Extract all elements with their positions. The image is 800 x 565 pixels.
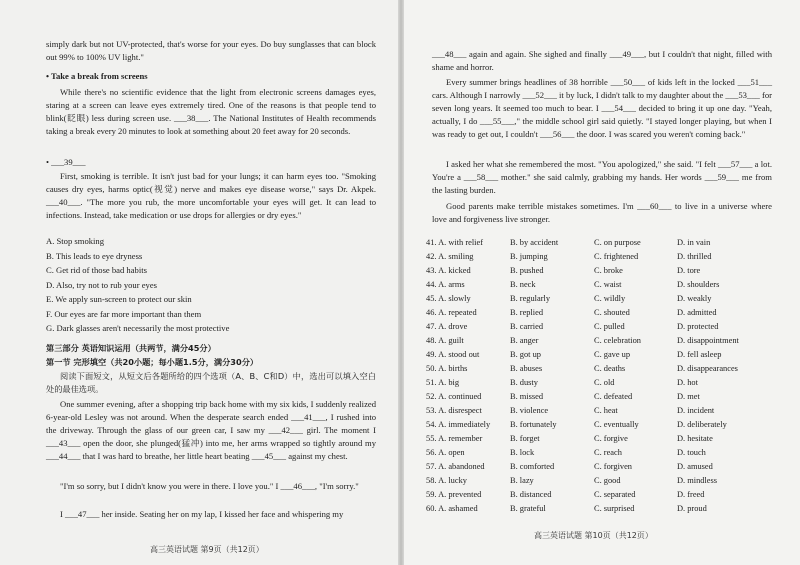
left-page	[0, 0, 398, 565]
option-item: A. Stop smoking	[46, 236, 105, 246]
question-row	[426, 420, 757, 434]
answer-option: B. missed	[510, 392, 544, 401]
answer-option: B. regularly	[510, 294, 551, 303]
question-row	[426, 476, 757, 490]
answer-option: B. fortunately	[510, 420, 557, 429]
right-page	[404, 0, 800, 565]
answer-option: B. lock	[510, 448, 535, 457]
option-item: B. This leads to eye dryness	[46, 250, 143, 261]
answer-option: 41. A. with relief	[426, 238, 483, 247]
cloze-paragraph: I ___47___ her inside. Seating her on my lap, I kissed her face and whispering my	[60, 509, 344, 519]
answer-option: 56. A. open	[426, 448, 465, 457]
answer-option: C. pulled	[594, 322, 625, 331]
answer-option: C. separated	[594, 490, 636, 499]
question-row	[426, 462, 757, 476]
answer-option: D. touch	[677, 448, 706, 457]
answer-option: D. tore	[677, 266, 701, 275]
section-heading: • Take a break from screens	[46, 71, 148, 81]
question-row	[426, 448, 757, 462]
answer-option: B. lazy	[510, 476, 534, 485]
cloze-paragraph: Every summer brings headlines of 38 horrible ___50___ of kids left in the locked ___51___ cars. Although I narrowly ___52___ it by luck, I didn't talk to my daughter about the ___53___ for seven long years. It seemed too much to bear. I ___54___ decided to bring it up one day. "Yeah, actually, I do ___55___," the middle school girl said quietly. "I stayed longer playing, but when I was ready to get out, I couldn't ___56___ the door. I was scared you weren't coming back."	[432, 77, 772, 139]
answer-option: 47. A. drove	[426, 322, 468, 331]
cloze-paragraph: Good parents make terrible mistakes sometimes. I'm ___60___ to live in a universe where love and forgiveness live stronger.	[432, 201, 772, 224]
answer-option: B. dusty	[510, 378, 538, 387]
answer-option: B. distanced	[510, 490, 552, 499]
answer-option: B. carried	[510, 322, 544, 331]
answer-option: C. shouted	[594, 308, 630, 317]
question-row	[426, 308, 757, 322]
answer-option: D. disappearances	[677, 364, 738, 373]
cloze-paragraph: ___48___ again and again. She sighed and finally ___49___, but I couldn't that night, filled with shame and horror.	[432, 49, 772, 72]
option-item: G. Dark glasses aren't necessarily the most protective	[46, 323, 230, 333]
question-row	[426, 294, 757, 308]
answer-option: C. defeated	[594, 392, 633, 401]
answer-option: B. grateful	[510, 504, 546, 513]
answer-option: B. neck	[510, 280, 536, 289]
answer-option: C. waist	[594, 280, 622, 289]
answer-option: D. deliberately	[677, 420, 727, 429]
answer-option: 55. A. remember	[426, 434, 483, 443]
question-row	[426, 336, 757, 350]
answer-option: D. thrilled	[677, 252, 712, 261]
answer-option: 59. A. prevented	[426, 490, 482, 499]
answer-option: D. amused	[677, 462, 713, 471]
answer-option: 50. A. births	[426, 364, 468, 373]
answer-option: 60. A. ashamed	[426, 504, 478, 513]
answer-option: D. hot	[677, 378, 698, 387]
answer-option: 43. A. kicked	[426, 266, 471, 275]
answer-option: D. protected	[677, 322, 719, 331]
question-row	[426, 350, 757, 364]
seven-choice-options	[46, 236, 376, 338]
answer-option: C. celebration	[594, 336, 641, 345]
answer-option: B. pushed	[510, 266, 544, 275]
cloze-paragraph: One summer evening, after a shopping trip back home with my six kids, I suddenly realized 6-year-old Lesley was not around. When the desperate search ended ___41___, I rushed into the driveway. Through the glass of our green car, I saw my ___42___ girl. The moment I ___43___ open the door, she plunged(猛冲) into me, her arms wrapped so tightly around my ___44___ that I was hard to breathe, her little heart beating ___45___ against my chest.	[46, 399, 376, 461]
answer-option: D. hesitate	[677, 434, 713, 443]
answer-option: D. mindless	[677, 476, 718, 485]
answer-option: 57. A. abandoned	[426, 462, 485, 471]
option-item: F. Our eyes are far more important than them	[46, 308, 202, 319]
answer-option: B. forget	[510, 434, 540, 443]
passage-paragraph: simply dark but not UV-protected, that's worse for your eyes. Do buy sunglasses that can block out 99% to 100% UV light."	[46, 39, 376, 62]
answer-option: 46. A. repeated	[426, 308, 477, 317]
answer-option: 48. A. guilt	[426, 336, 464, 345]
question-row	[426, 406, 757, 420]
answer-option: 52. A. continued	[426, 392, 482, 401]
answer-option: C. reach	[594, 448, 622, 457]
question-row	[426, 238, 757, 252]
question-row	[426, 252, 757, 266]
question-row	[426, 434, 757, 448]
answer-option: C. wildly	[594, 294, 626, 303]
answer-option: D. incident	[677, 406, 715, 415]
answer-option: D. admitted	[677, 308, 717, 317]
cloze-paragraph: I asked her what she remembered the most. "You apologized," she said. "I felt ___57___ a lot. You're a ___58___ mother." she said calmly, grabbing my hands. Her words ___59___ me from the lasting burden.	[432, 159, 772, 195]
answer-option: B. by accident	[510, 238, 559, 247]
answer-option: B. replied	[510, 308, 544, 317]
answer-option: C. deaths	[594, 364, 626, 373]
answer-option: C. forgiven	[594, 462, 632, 471]
answer-option: 58. A. lucky	[426, 476, 467, 485]
question-row	[426, 364, 757, 378]
answer-option: 42. A. smiling	[426, 252, 474, 261]
question-row	[426, 280, 757, 294]
option-item: E. We apply sun-screen to protect our skin	[46, 294, 192, 304]
answer-option: C. forgive	[594, 434, 628, 443]
cloze-paragraph: "I'm so sorry, but I didn't know you were in there. I love you." I ___46___, "I'm sorry."	[60, 481, 359, 491]
answer-option: D. met	[677, 392, 700, 401]
answer-option: C. surprised	[594, 504, 635, 513]
option-item: C. Get rid of those bad habits	[46, 265, 147, 275]
question-row	[426, 504, 757, 518]
blank-39-bullet: • ___39___	[46, 157, 86, 167]
question-row	[426, 490, 757, 504]
answer-option: D. in vain	[677, 238, 711, 247]
passage-paragraph: First, smoking is terrible. It isn't just bad for your lungs; it can harm eyes too. "Smoking causes dry eyes, harms optic(视觉) nerve and makes eye disease worse," says Dr. Akpek. ___40___. "The more you rub, the more uncomfortable your eyes will get. It can lead to infections. Instead, take medication or use drops for allergies or dry eyes."	[46, 171, 376, 220]
page-footer: 高三英语试题 第9页（共12页）	[150, 545, 264, 554]
answer-option: 44. A. arms	[426, 280, 465, 289]
answer-option: 45. A. slowly	[426, 294, 471, 303]
answer-option: 51. A. big	[426, 378, 460, 387]
passage-paragraph: While there's no scientific evidence that the light from electronic screens damages eyes, staring at a screen can leave eyes extremely tired. One of the reasons is that people tend to blink(眨眼) less during screen use. ___38___. The National Institutes of Health recommends taking a break every 20 minutes to look at something about 20 feet away for 20 seconds.	[46, 87, 376, 136]
cloze-options-table	[426, 238, 757, 518]
answer-option: C. old	[594, 378, 615, 387]
answer-option: B. violence	[510, 406, 549, 415]
answer-option: 49. A. stood out	[426, 350, 480, 359]
answer-option: D. proud	[677, 504, 707, 513]
answer-option: B. got up	[510, 350, 541, 359]
question-row	[426, 266, 757, 280]
part-title: 第三部分 英语知识运用（共两节，满分45分）	[46, 343, 216, 353]
question-row	[426, 322, 757, 336]
answer-option: C. gave up	[594, 350, 631, 359]
answer-option: C. eventually	[594, 420, 639, 429]
question-row	[426, 378, 757, 392]
answer-option: C. good	[594, 476, 621, 485]
answer-option: B. comforted	[510, 462, 555, 471]
answer-option: 54. A. immediately	[426, 420, 491, 429]
answer-option: D. shoulders	[677, 280, 720, 289]
answer-option: B. abuses	[510, 364, 543, 373]
page-footer: 高三英语试题 第10页（共12页）	[534, 531, 653, 540]
answer-option: C. heat	[594, 406, 618, 415]
answer-option: D. weakly	[677, 294, 712, 303]
question-row	[426, 392, 757, 406]
answer-option: D. fell asleep	[677, 350, 722, 359]
answer-option: D. freed	[677, 490, 705, 499]
answer-option: B. anger	[510, 336, 539, 345]
option-item: D. Also, try not to rub your eyes	[46, 279, 157, 290]
answer-option: C. on purpose	[594, 238, 641, 247]
answer-option: B. jumping	[510, 252, 548, 261]
answer-option: D. disappointment	[677, 336, 739, 345]
instructions: 阅读下面短文，从短文后各题所给的四个选项（A、B、C和D）中，选出可以填入空白处的最佳选项。	[46, 371, 376, 394]
answer-option: C. broke	[594, 266, 623, 275]
answer-option: C. frightened	[594, 252, 639, 261]
answer-option: 53. A. disrespect	[426, 406, 482, 415]
subsection-title: 第一节 完形填空（共20小题；每小题1.5分，满分30分）	[46, 357, 259, 367]
